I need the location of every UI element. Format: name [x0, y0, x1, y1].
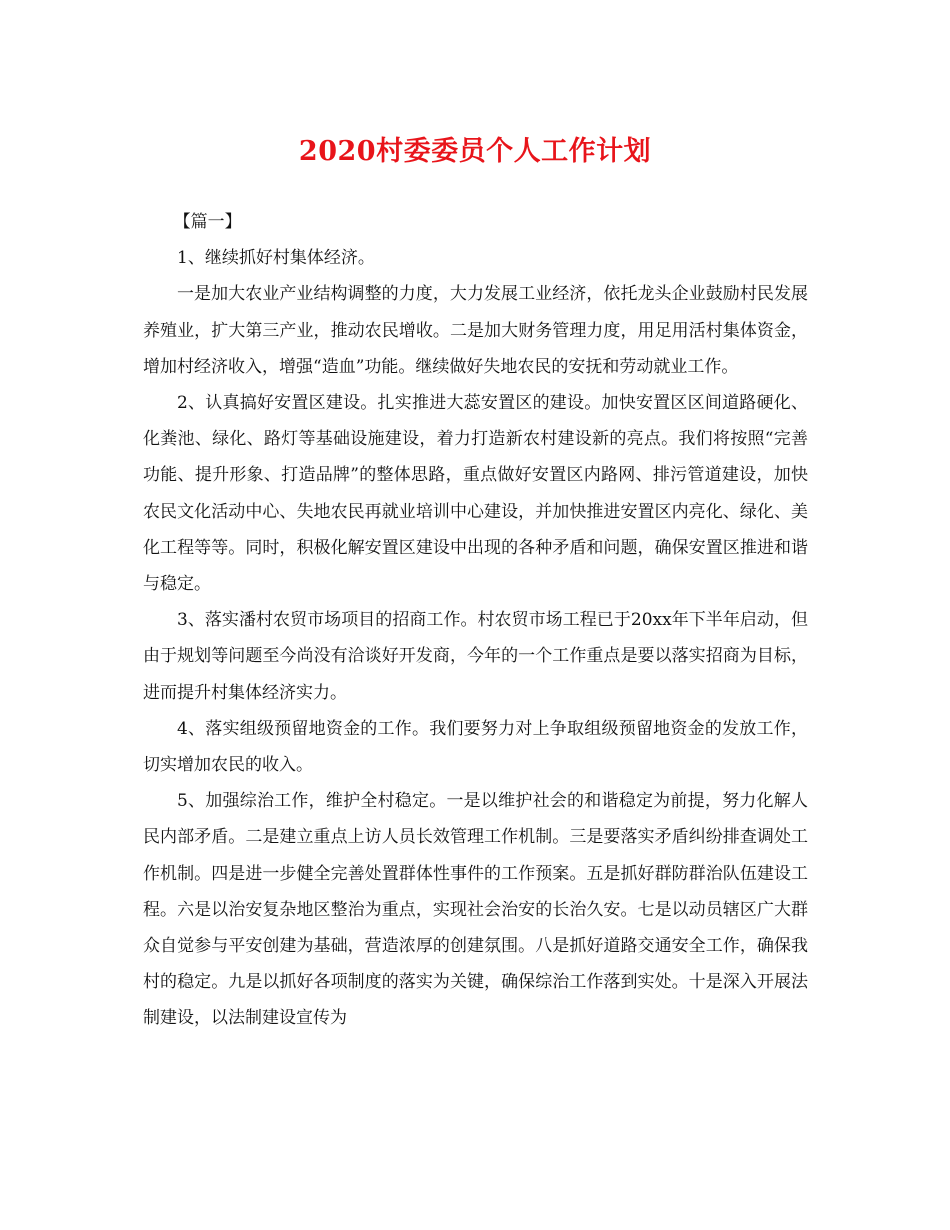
document-body [143, 204, 808, 1037]
paragraph-item-2: 2、认真搞好安置区建设。扎实推进大蕊安置区的建设。加快安置区区间道路硬化、化粪池、绿化、路灯等基础设施建设，着力打造新农村建设新的亮点。我们将按照“完善功能、提升形象、打造品牌”的整体思路，重点做好安置区内路网、排污管道建设，加快农民文化活动中心、失地农民再就业培训中心建设，并加快推进安置区内亮化、绿化、美化工程等等。同时，积极化解安置区建设中出现的各种矛盾和问题，确保安置区推进和谐与稳定。 [143, 393, 808, 595]
section-label: 【篇一】 [173, 212, 242, 232]
paragraph-item-1-heading: 1、继续抓好村集体经济。 [177, 248, 375, 269]
paragraph-item-5: 5、加强综治工作，维护全村稳定。一是以维护社会的和谐稳定为前提，努力化解人民内部矛盾。二是建立重点上访人员长效管理工作机制。三是要落实矛盾纠纷排查调处工作机制。四是进一步健全完善处置群体性事件的工作预案。五是抓好群防群治队伍建设工程。六是以治安复杂地区整治为重点，实现社会治安的长治久安。七是以动员辖区广大群众自觉参与平安创建为基础，营造浓厚的创建氛围。八是抓好道路交通安全工作，确保我村的稳定。九是以抓好各项制度的落实为关键，确保综治工作落到实处。十是深入开展法制建设，以法制建设宣传为 [143, 791, 808, 1029]
document-title: 2020村委委员个人工作计划 [298, 136, 652, 167]
paragraph-item-4: 4、落实组级预留地资金的工作。我们要努力对上争取组级预留地资金的发放工作，切实增加农民的收入。 [143, 718, 808, 776]
paragraph-item-3: 3、落实潘村农贸市场项目的招商工作。村农贸市场工程已于20xx年下半年启动，但由于规划等问题至今尚没有洽谈好开发商，今年的一个工作重点是要以落实招商为目标，进而提升村集体经济实力。 [143, 610, 808, 703]
paragraph-item-1-detail: 一是加大农业产业结构调整的力度，大力发展工业经济，依托龙头企业鼓励村民发展养殖业，扩大第三产业，推动农民增收。二是加大财务管理力度，用足用活村集体资金，增加村经济收入，增强“造血”功能。继续做好失地农民的安抚和劳动就业工作。 [143, 284, 808, 377]
